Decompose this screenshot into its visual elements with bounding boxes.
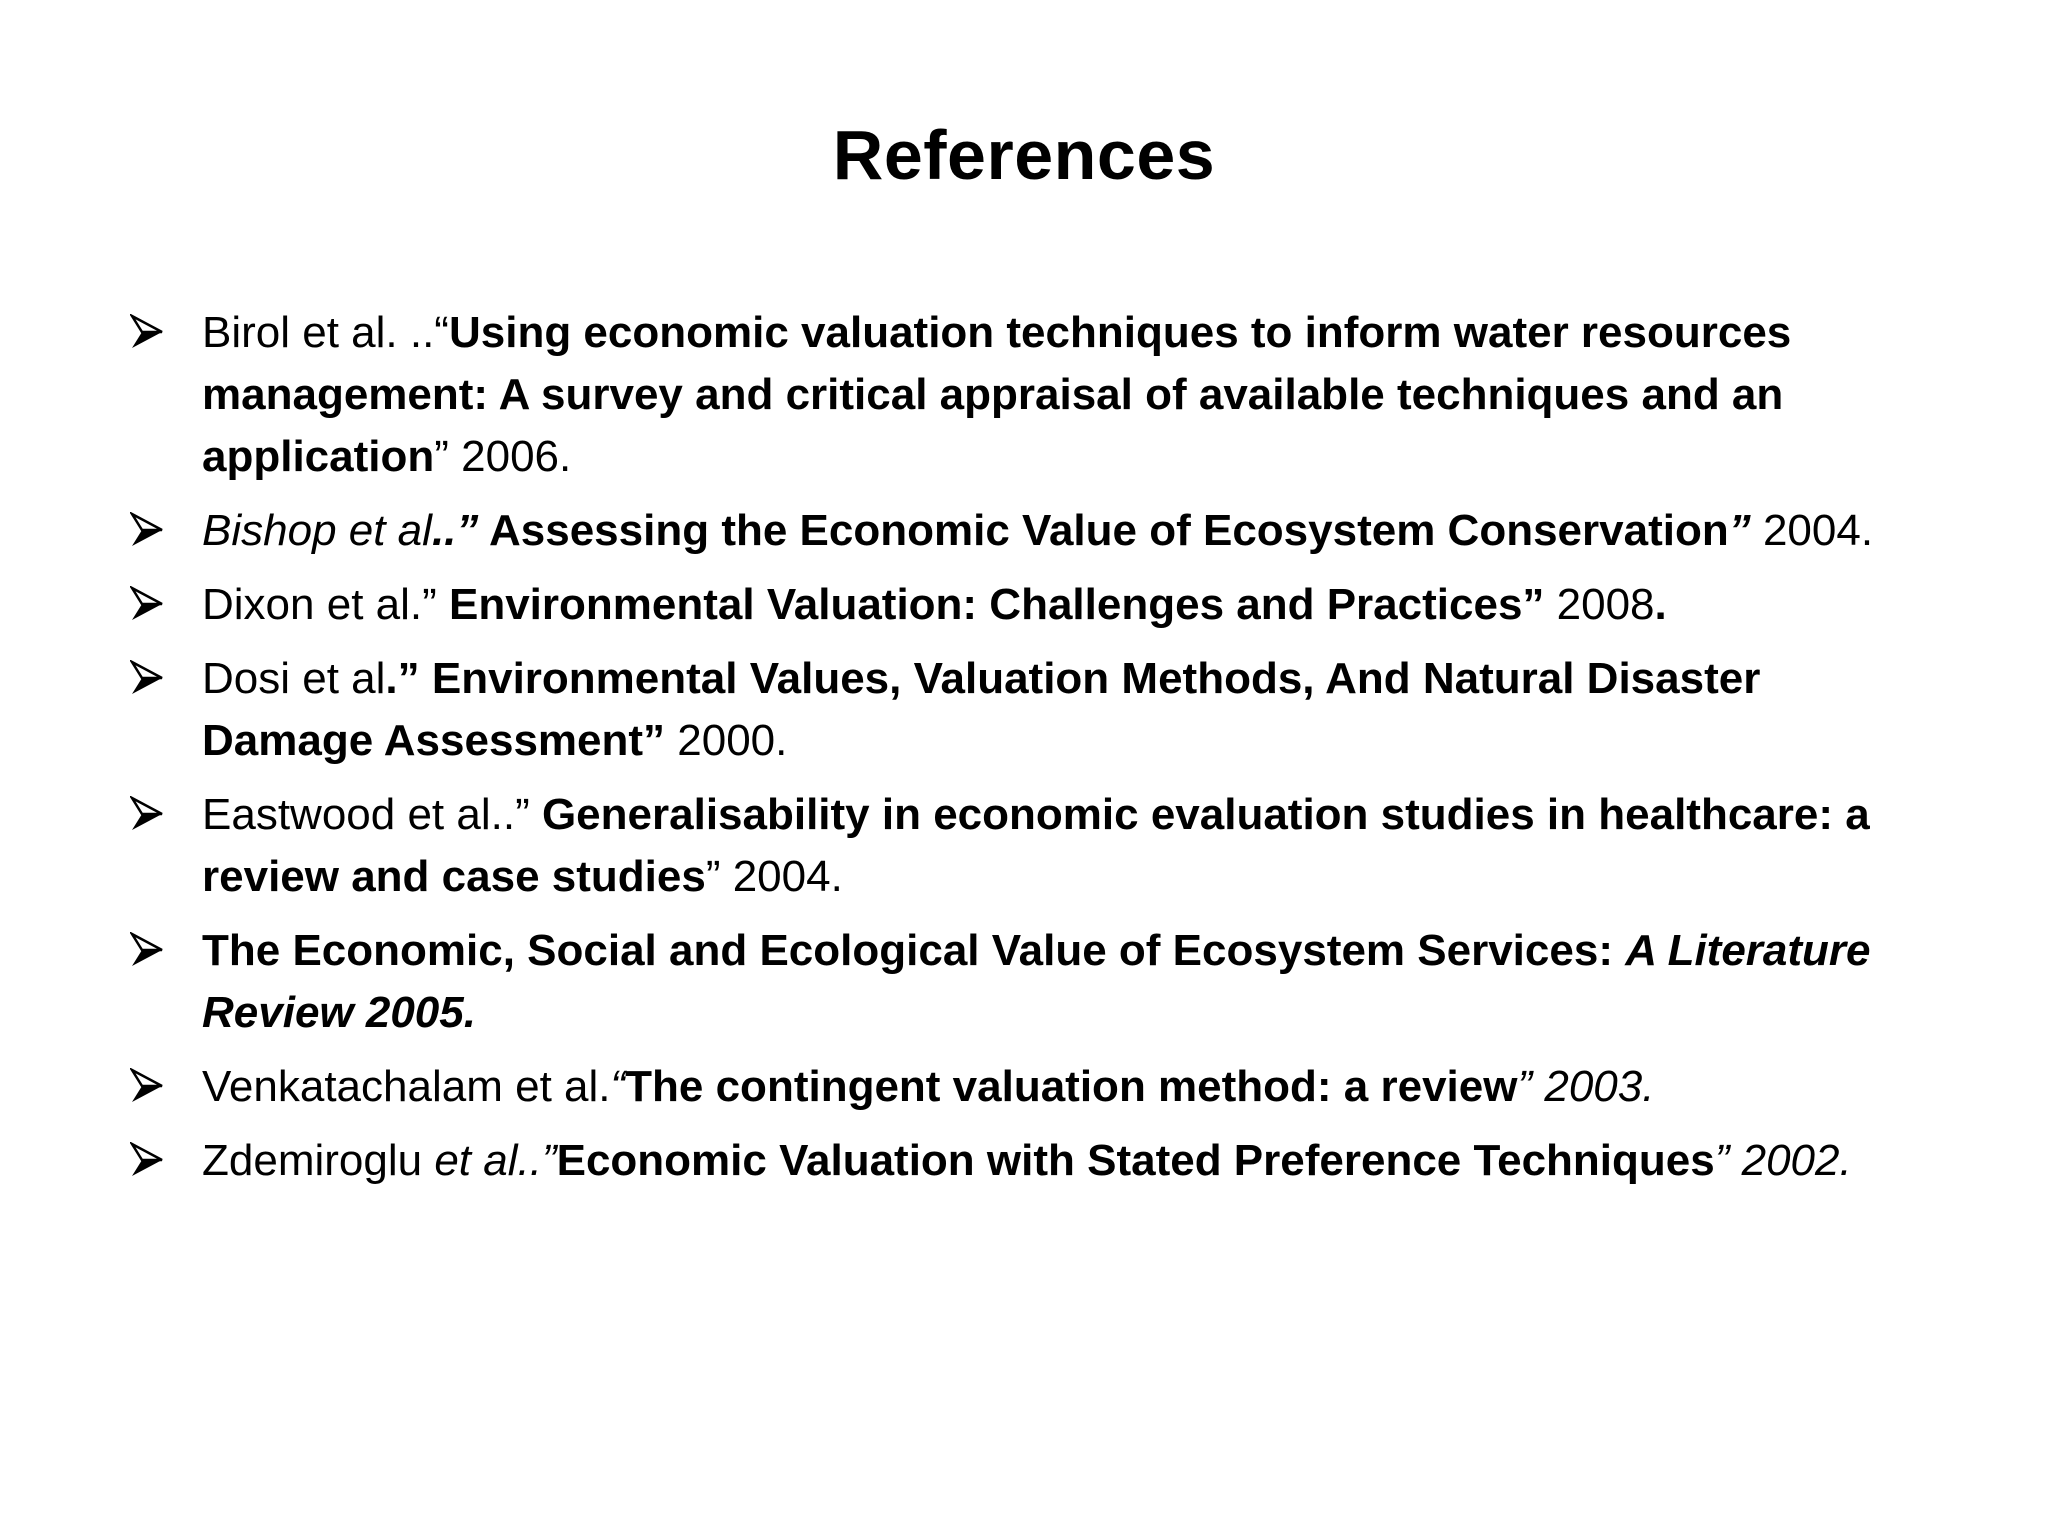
reference-item (130, 1130, 1930, 1192)
reference-year: 2000. (665, 716, 788, 765)
reference-text (202, 654, 1760, 765)
reference-author: Dixon et al.” (202, 580, 449, 629)
reference-list (130, 302, 1930, 1204)
reference-title: The contingent valuation method: a review (625, 1062, 1518, 1111)
reference-punctuation: ..” (431, 506, 479, 555)
reference-title: Economic Valuation with Stated Preference Techniques (556, 1136, 1715, 1185)
arrowhead-bullet-icon (130, 512, 164, 548)
reference-year: 2004. (1750, 506, 1874, 555)
arrowhead-bullet-icon (130, 1142, 164, 1178)
reference-item (130, 500, 1930, 562)
reference-text (202, 580, 1667, 629)
arrowhead-bullet-icon (130, 796, 164, 832)
reference-text (202, 308, 1791, 481)
reference-text (202, 790, 1870, 901)
reference-punctuation: ” (1728, 506, 1751, 555)
reference-author: Zdemiroglu (202, 1136, 435, 1185)
reference-year: 2008 (1544, 580, 1655, 629)
reference-title: .” Environmental Values, Valuation Methods, And Natural Disaster Damage Assessment” (202, 654, 1761, 765)
reference-item (130, 784, 1930, 908)
reference-item (130, 574, 1930, 636)
reference-text (202, 1136, 1852, 1185)
reference-author: Birol et al. ..“ (202, 308, 449, 357)
arrowhead-bullet-icon (130, 660, 164, 696)
reference-subtitle: A Literature Review 2005. (202, 926, 1871, 1037)
arrowhead-bullet-icon (130, 1068, 164, 1104)
reference-text (202, 926, 1871, 1037)
reference-text (202, 506, 1873, 555)
reference-author: Bishop et al (202, 506, 432, 555)
reference-punctuation: “ (610, 1062, 626, 1111)
reference-item (130, 1056, 1930, 1118)
reference-text (202, 1062, 1654, 1111)
reference-item (130, 920, 1930, 1044)
reference-title: Using economic valuation techniques to inform water resources management: A survey and critical appraisal of available techniques and an application (202, 308, 1792, 481)
reference-punctuation: . (1654, 580, 1667, 629)
reference-item (130, 648, 1930, 772)
reference-author: Eastwood et al..” (202, 790, 542, 839)
reference-year: ” 2006. (434, 432, 572, 481)
slide-title: References (832, 116, 1216, 194)
reference-author-etal: et al..” (434, 1136, 557, 1185)
reference-author: Venkatachalam et al. (202, 1062, 611, 1111)
reference-author: Dosi et al (202, 654, 386, 703)
reference-title: Assessing the Economic Value of Ecosystem Conservation (478, 506, 1729, 555)
arrowhead-bullet-icon (130, 314, 164, 350)
arrowhead-bullet-icon (130, 932, 164, 968)
reference-year: ” 2002. (1714, 1136, 1852, 1185)
reference-year: ” 2004. (705, 852, 843, 901)
reference-year: ” 2003. (1517, 1062, 1655, 1111)
reference-title: Environmental Valuation: Challenges and Practices” (448, 580, 1545, 629)
reference-title: The Economic, Social and Ecological Value of Ecosystem Services: (202, 926, 1626, 975)
reference-item (130, 302, 1930, 488)
reference-title: Generalisability in economic evaluation studies in healthcare: a review and case studies (202, 790, 1870, 901)
arrowhead-bullet-icon (130, 586, 164, 622)
